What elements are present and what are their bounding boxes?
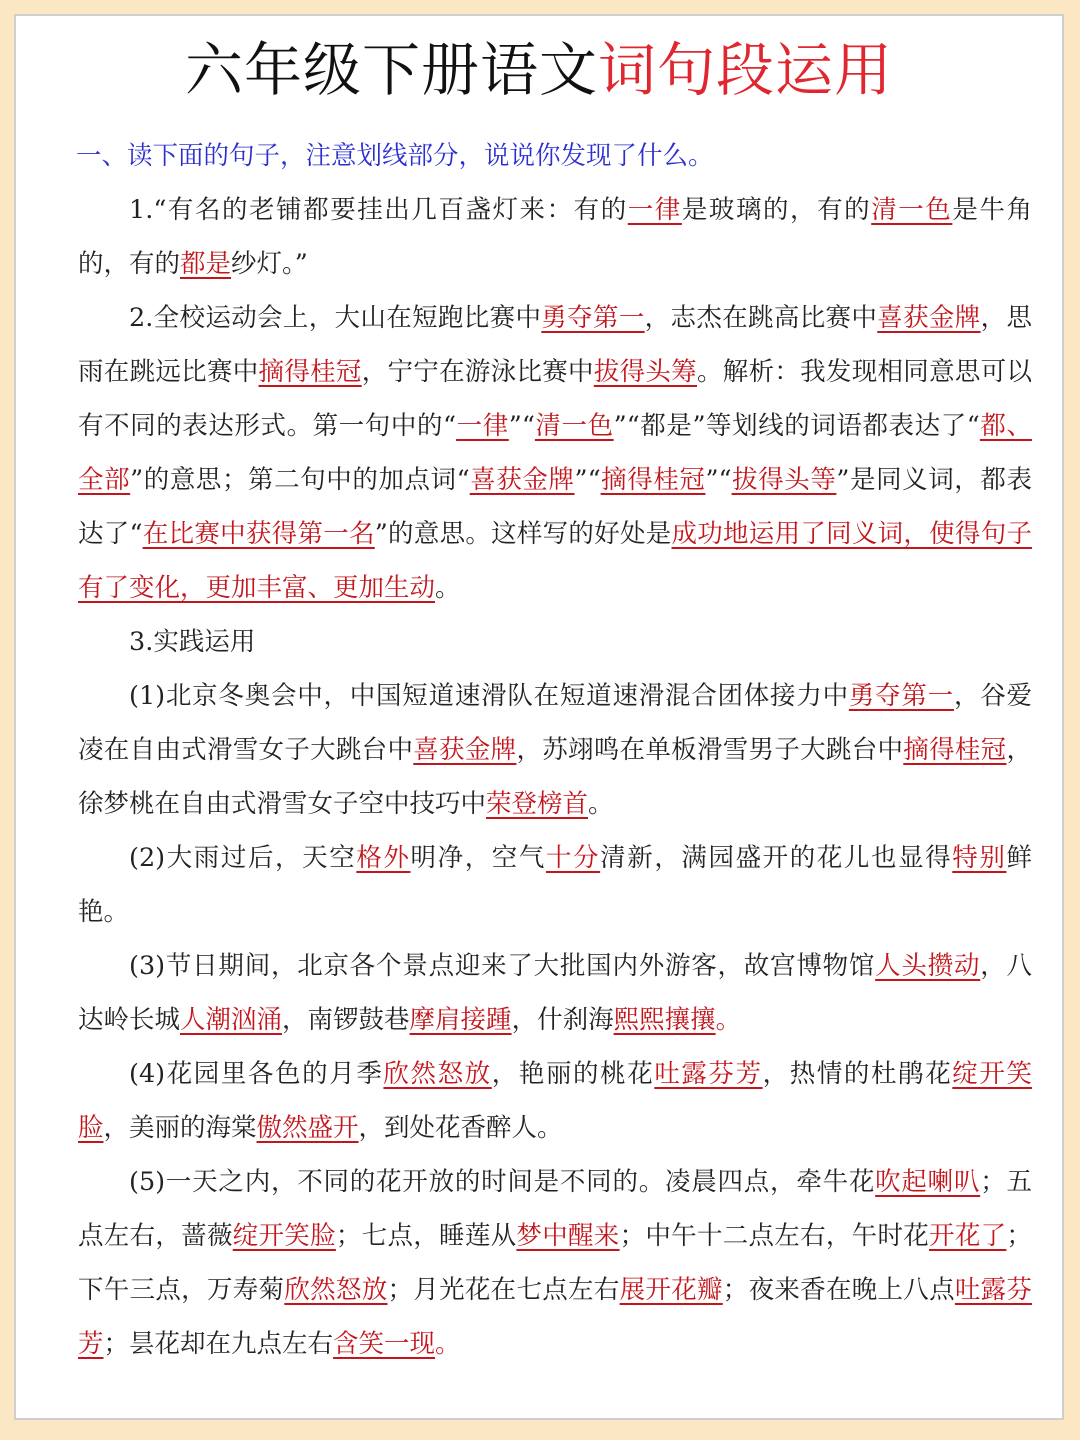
underlined-phrase: 格外: [356, 843, 411, 873]
underlined-phrase: 拔得头等: [731, 465, 837, 495]
section-heading: 一、读下面的句子，注意划线部分，说说你发现了什么。: [76, 141, 714, 171]
text: ，徐梦桃在自由式滑雪女子空中技巧中: [78, 735, 1032, 819]
underlined-phrase: 喜获金牌: [469, 465, 575, 495]
text: 明净，空气: [410, 843, 546, 873]
text: ”的意思。这样写的好处是: [374, 519, 672, 549]
worksheet-page: [14, 14, 1064, 1420]
text: 。: [435, 1329, 461, 1359]
text: (5)一天之内，不同的花开放的时间是不同的。凌晨四点，牵牛花: [129, 1167, 876, 1197]
sentence-2-analysis: [78, 291, 1032, 615]
text: 鲜艳。: [78, 843, 1032, 927]
underlined-phrase: 人潮汹涌: [180, 1005, 283, 1035]
text: ；五点左右，蔷薇: [78, 1167, 1032, 1251]
underlined-phrase: 清一色: [534, 411, 614, 441]
underlined-phrase: 十分: [545, 843, 601, 873]
text: 。: [715, 1005, 742, 1035]
practice-item-4: [78, 1047, 1032, 1155]
underlined-phrase: 摩肩接踵: [409, 1005, 512, 1035]
underlined-phrase: 在比赛中获得第一名: [142, 519, 375, 549]
underlined-phrase: 摘得桂冠: [600, 465, 706, 495]
underlined-phrase: 展开花瓣: [619, 1275, 723, 1305]
underlined-phrase: 吐露芬芳: [78, 1275, 1032, 1359]
underlined-phrase: 绽开笑脸: [78, 1059, 1032, 1143]
underlined-phrase: 喜获金牌: [413, 735, 517, 765]
underlined-phrase: 吹起喇叭: [875, 1167, 981, 1197]
text: ，到处花香醉人。: [358, 1113, 563, 1143]
underlined-phrase: 一律: [456, 411, 509, 441]
text: ；昙花却在九点左右: [103, 1329, 334, 1359]
text: 清新，满园盛开的花儿也显得: [600, 843, 953, 873]
text: ；下午三点，万寿菊: [78, 1221, 1032, 1305]
text: ，美丽的海棠: [103, 1113, 257, 1143]
text: (4)花园里各色的月季: [129, 1059, 384, 1089]
text: 1.“有名的老铺都要挂出几百盏灯来：有的: [129, 195, 628, 225]
text: ，热情的杜鹃花: [762, 1059, 953, 1089]
worksheet-content: [78, 129, 1032, 1371]
text: ，八达岭长城: [78, 951, 1032, 1035]
text: ；七点，睡莲从: [335, 1221, 517, 1251]
practice-item-1: [78, 669, 1032, 831]
text: 2.全校运动会上，大山在短跑比赛中: [129, 303, 542, 333]
underlined-phrase: 欣然怒放: [284, 1275, 388, 1305]
text: 。: [435, 573, 461, 603]
underlined-phrase: 成功地运用了同义词，使得句子有了变化，更加丰富、更加生动: [78, 519, 1032, 603]
text: ，南锣鼓巷: [282, 1005, 410, 1035]
practice-item-3: [78, 939, 1032, 1047]
underlined-phrase: 吐露芬芳: [654, 1059, 763, 1089]
underlined-phrase: 摘得桂冠: [903, 735, 1007, 765]
text: ，思雨在跳远比赛中: [78, 303, 1032, 387]
page-title: [16, 30, 1062, 110]
text: 是牛角的，有的: [78, 195, 1032, 279]
text: ”的意思；第二句中的加点词“: [130, 465, 470, 495]
text: ，志杰在跳高比赛中: [644, 303, 878, 333]
underlined-phrase: 含笑一现: [333, 1329, 436, 1359]
underlined-phrase: 清一色: [871, 195, 953, 225]
underlined-phrase: 一律: [627, 195, 682, 225]
practice-heading: 3.实践运用: [129, 627, 256, 657]
underlined-phrase: 绽开笑脸: [232, 1221, 336, 1251]
sentence-1: [78, 183, 1032, 291]
underlined-phrase: 开花了: [929, 1221, 1007, 1251]
text: ”“: [705, 465, 732, 495]
underlined-phrase: 欣然怒放: [383, 1059, 492, 1089]
underlined-phrase: 都、全部: [78, 411, 1032, 495]
title-main: 六年级下册语文: [184, 36, 598, 104]
text: (3)节日期间，北京各个景点迎来了大批国内外游客，故宫博物馆: [129, 951, 876, 981]
underlined-phrase: 勇夺第一: [848, 681, 954, 711]
text: ，什刹海: [511, 1005, 614, 1035]
underlined-phrase: 摘得桂冠: [258, 357, 362, 387]
text: ”“: [574, 465, 601, 495]
text: 。: [588, 789, 614, 819]
title-highlight: 词句段运用: [598, 36, 894, 104]
text: 是玻璃的，有的: [681, 195, 872, 225]
text: ，宁宁在游泳比赛中: [361, 357, 594, 387]
text: (2)大雨过后，天空: [129, 843, 357, 873]
underlined-phrase: 拔得头筹: [593, 357, 697, 387]
text: ；月光花在七点左右: [387, 1275, 620, 1305]
text: ；夜来香在晚上八点: [722, 1275, 955, 1305]
text: ”“都是”等划线的词语都表达了“: [613, 411, 980, 441]
text: ，谷爱凌在自由式滑雪女子大跳台中: [78, 681, 1032, 765]
underlined-phrase: 梦中醒来: [516, 1221, 620, 1251]
underlined-phrase: 勇夺第一: [541, 303, 645, 333]
underlined-phrase: 特别: [952, 843, 1007, 873]
text: ，苏翊鸣在单板滑雪男子大跳台中: [516, 735, 904, 765]
underlined-phrase: 傲然盛开: [256, 1113, 359, 1143]
underlined-phrase: 人头攒动: [875, 951, 981, 981]
underlined-phrase: 都是: [180, 249, 232, 279]
practice-item-5: [78, 1155, 1032, 1371]
text: (1)北京冬奥会中，中国短道速滑队在短道速滑混合团体接力中: [129, 681, 849, 711]
text: 纱灯。”: [231, 249, 308, 279]
underlined-phrase: 喜获金牌: [877, 303, 981, 333]
text: 。解析：我发现相同意思可以有不同的表达形式。第一句中的“: [78, 357, 1032, 441]
text: ”是同义词，都表达了“: [78, 465, 1032, 549]
text: ”“: [508, 411, 535, 441]
text: ，艳丽的桃花: [491, 1059, 655, 1089]
underlined-phrase: 熙熙攘攘: [613, 1005, 716, 1035]
text: ；中午十二点左右，午时花: [619, 1221, 930, 1251]
underlined-phrase: 荣登榜首: [486, 789, 589, 819]
practice-item-2: [78, 831, 1032, 939]
